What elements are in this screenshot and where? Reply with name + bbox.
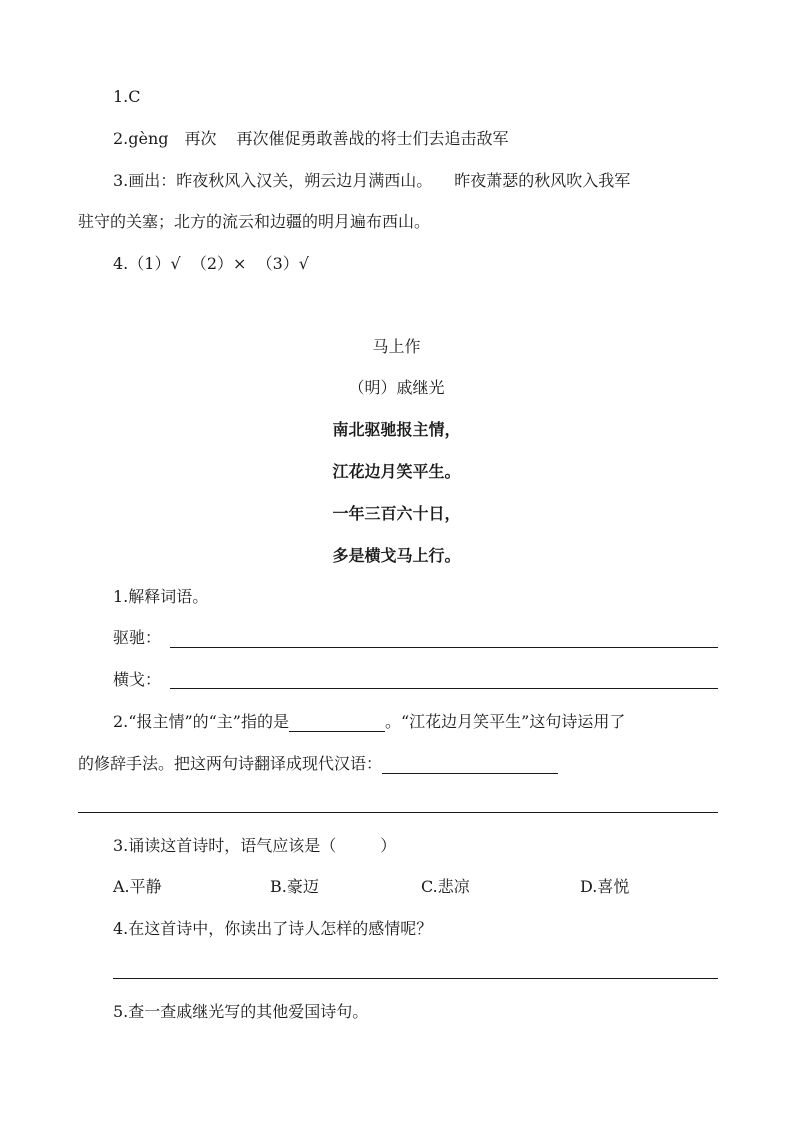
option-b[interactable]: B.豪迈 bbox=[270, 877, 319, 896]
answer-4: 4.（1）√ （2）× （3）√ bbox=[113, 254, 309, 273]
answer-3-line1 bbox=[113, 171, 630, 191]
question-5: 5.查一查戚继光写的其他爱国诗句。 bbox=[113, 1002, 369, 1021]
answer-line-feelings[interactable] bbox=[113, 978, 718, 979]
poem-line-2: 江花边月笑平生。 bbox=[332, 462, 461, 481]
answer-3-part1: 3.画出：昨夜秋风入汉关，朔云边月满西山。 bbox=[113, 171, 433, 190]
answer-line-translation[interactable] bbox=[78, 812, 718, 813]
answer-3-part2: 昨夜萧瑟的秋风吹入我军 bbox=[454, 171, 631, 190]
answer-2-part1: 再次 bbox=[184, 129, 217, 148]
question-4: 4.在这首诗中，你读出了诗人怎样的感情呢？ bbox=[113, 919, 433, 938]
question-1-hengge-label: 横戈： bbox=[113, 670, 162, 689]
poem-line-1: 南北驱驰报主情， bbox=[332, 420, 461, 439]
option-c[interactable]: C.悲凉 bbox=[421, 877, 470, 896]
poem-author: （明）戚继光 bbox=[348, 378, 445, 397]
question-2-line2 bbox=[78, 754, 558, 774]
answer-2 bbox=[113, 129, 509, 149]
question-2-text-a: 2.“报主情”的“主”指的是 bbox=[113, 712, 289, 731]
poem-line-3: 一年三百六十日， bbox=[332, 504, 461, 523]
answer-2-number: 2.gèng bbox=[113, 129, 169, 148]
question-2-text-c: 的修辞手法。把这两句诗翻译成现代汉语： bbox=[78, 754, 383, 773]
question-2-text-b: 。“江花边月笑平生”这句诗运用了 bbox=[385, 712, 626, 731]
answer-line-qusou[interactable] bbox=[170, 647, 718, 648]
answer-blank-zhu[interactable] bbox=[289, 713, 385, 732]
answer-blank-translation[interactable] bbox=[382, 755, 558, 774]
answer-line-hengge[interactable] bbox=[170, 688, 718, 689]
poem-line-4: 多是横戈马上行。 bbox=[332, 546, 461, 565]
question-3-text: 3.诵读这首诗时，语气应该是（ bbox=[113, 836, 337, 855]
question-1: 1.解释词语。 bbox=[113, 587, 209, 606]
question-3 bbox=[113, 836, 396, 856]
answer-1: 1.C bbox=[113, 87, 141, 106]
option-a[interactable]: A.平静 bbox=[113, 877, 162, 896]
question-1-qusou-label: 驱驰： bbox=[113, 628, 162, 647]
answer-2-part2: 再次催促勇敢善战的将士们去追击敌军 bbox=[236, 129, 509, 148]
answer-3-line2: 驻守的关塞；北方的流云和边疆的明月遍布西山。 bbox=[78, 212, 431, 231]
option-d[interactable]: D.喜悦 bbox=[580, 877, 630, 896]
question-3-close: ） bbox=[380, 836, 397, 855]
question-2-line1 bbox=[113, 712, 625, 732]
poem-title: 马上作 bbox=[372, 337, 421, 356]
